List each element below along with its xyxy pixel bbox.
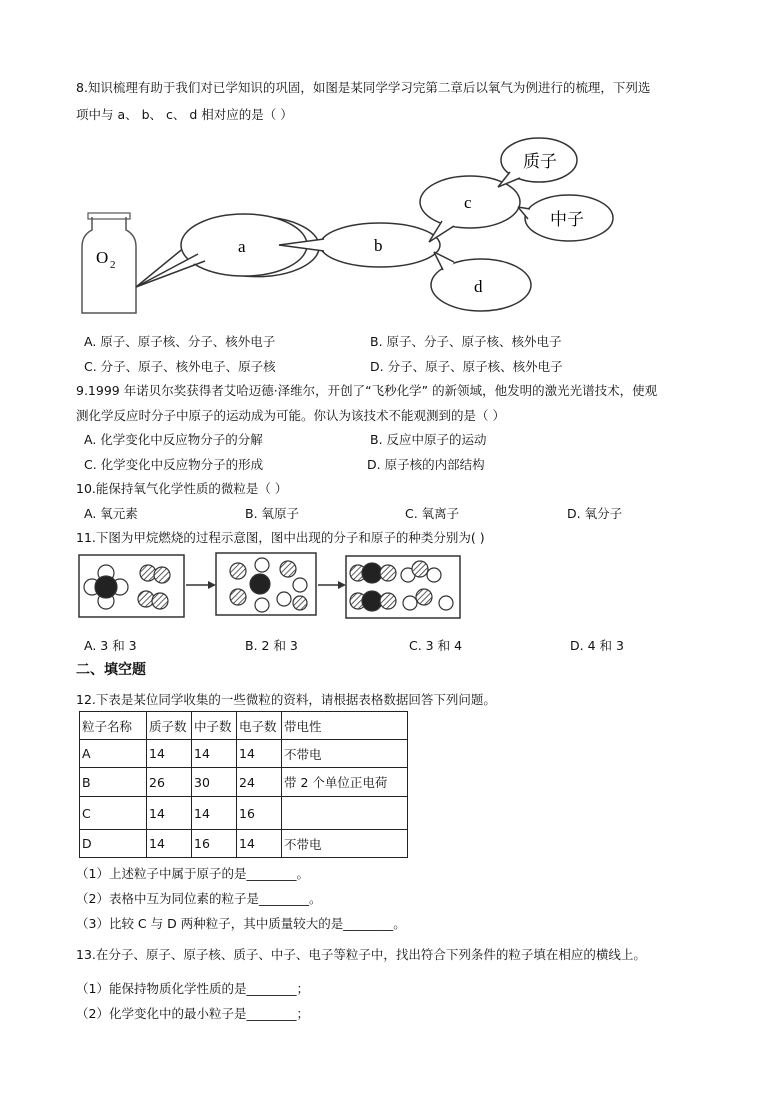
q12-sub2: （2）表格中互为同位素的粒子是________。 [76,891,322,906]
table-cell: 14 [147,830,192,858]
table-cell: B [80,768,147,797]
q10-option-d[interactable]: D. 氧分子 [567,506,623,521]
table-row [80,830,408,858]
table-cell: 14 [192,740,237,768]
q13-sub2: （2）化学变化中的最小粒子是________； [76,1006,309,1021]
table-header: 中子数 [192,712,237,740]
table-cell: 14 [147,740,192,768]
table-header: 质子数 [147,712,192,740]
q11-option-d[interactable]: D. 4 和 3 [570,638,624,653]
q9-stem-line1: 9.1999 年诺贝尔奖获得者艾哈迈德·泽维尔，开创了“飞秒化学” 的新领域，他发明的激光光谱技术，使观 [76,383,658,398]
label-proton: 质子 [523,152,557,172]
q12-stem: 12.下表是某位同学收集的一些微粒的资料，请根据表格数据回答下列问题。 [76,692,496,707]
q10-option-b[interactable]: B. 氧原子 [245,506,300,521]
bottle-label-subscript: 2 [110,259,116,271]
q8-stem-line1: 8.知识梳理有助于我们对已学知识的巩固，如图是某同学学习完第二章后以氧气为例进行的梳理，下列选 [76,80,651,95]
q8-option-a[interactable]: A. 原子、原子核、分子、核外电子 [84,334,276,349]
table-cell: 不带电 [282,830,408,858]
q8-option-d[interactable]: D. 分子、原子、原子核、核外电子 [370,359,563,374]
table-cell: 16 [237,797,282,830]
label-a: a [238,237,246,256]
q10-option-c[interactable]: C. 氧离子 [405,506,460,521]
label-d: d [474,277,483,296]
table-cell: 30 [192,768,237,797]
table-cell: 14 [192,797,237,830]
q8-stem-line2: 项中与 a、 b、 c、 d 相对应的是（ ） [76,107,293,122]
oxygen-bottle [82,213,136,313]
table-cell: D [80,830,147,858]
table-header: 带电性 [282,712,408,740]
q8-option-b[interactable]: B. 原子、分子、原子核、核外电子 [370,334,562,349]
table-cell: 不带电 [282,740,408,768]
q9-option-a[interactable]: A. 化学变化中反应物分子的分解 [84,432,263,447]
table-cell: 14 [147,797,192,830]
label-neutron: 中子 [550,210,584,230]
label-b: b [374,236,383,255]
table-cell: 24 [237,768,282,797]
table-cell: 带 2 个单位正电荷 [282,768,408,797]
table-cell: 26 [147,768,192,797]
table-header: 粒子名称 [80,712,147,740]
table-cell: 16 [192,830,237,858]
q12-sub3: （3）比较 C 与 D 两种粒子，其中质量较大的是________。 [76,916,406,931]
table-header-row [80,712,408,740]
particle-table [79,711,408,858]
q9-option-c[interactable]: C. 化学变化中反应物分子的形成 [84,457,264,472]
q8-option-c[interactable]: C. 分子、原子、核外电子、原子核 [84,359,276,374]
q13-stem: 13.在分子、原子、原子核、质子、中子、电子等粒子中，找出符合下列条件的粒子填在相应的横线上。 [76,947,646,962]
table-cell [282,797,408,830]
q11-stem: 11.下图为甲烷燃烧的过程示意图，图中出现的分子和原子的种类分别为( ) [76,530,485,545]
table-cell: 14 [237,740,282,768]
q11-option-a[interactable]: A. 3 和 3 [84,638,137,653]
bottle-label: O [96,248,109,267]
q9-option-d[interactable]: D. 原子核的内部结构 [367,457,485,472]
q9-option-b[interactable]: B. 反应中原子的运动 [370,432,487,447]
label-c: c [464,193,472,212]
table-header: 电子数 [237,712,282,740]
q11-option-c[interactable]: C. 3 和 4 [409,638,463,653]
table-cell: A [80,740,147,768]
section-title: 二、填空题 [76,662,146,678]
q12-sub1: （1）上述粒子中属于原子的是________。 [76,866,309,881]
q9-stem-line2: 测化学反应时分子中原子的运动成为可能。你认为该技术不能观测到的是（ ） [76,408,505,423]
table-row [80,797,408,830]
table-row [80,740,408,768]
q13-sub1: （1）能保持物质化学性质的是________； [76,981,309,996]
methane-combustion-diagram [76,551,468,623]
table-cell: 14 [237,830,282,858]
q10-stem: 10.能保持氧气化学性质的微粒是（ ） [76,481,288,496]
q11-option-b[interactable]: B. 2 和 3 [245,638,298,653]
q10-option-a[interactable]: A. 氧元素 [84,506,138,521]
table-row [80,768,408,797]
table-cell: C [80,797,147,830]
q8-concept-diagram [74,135,634,320]
